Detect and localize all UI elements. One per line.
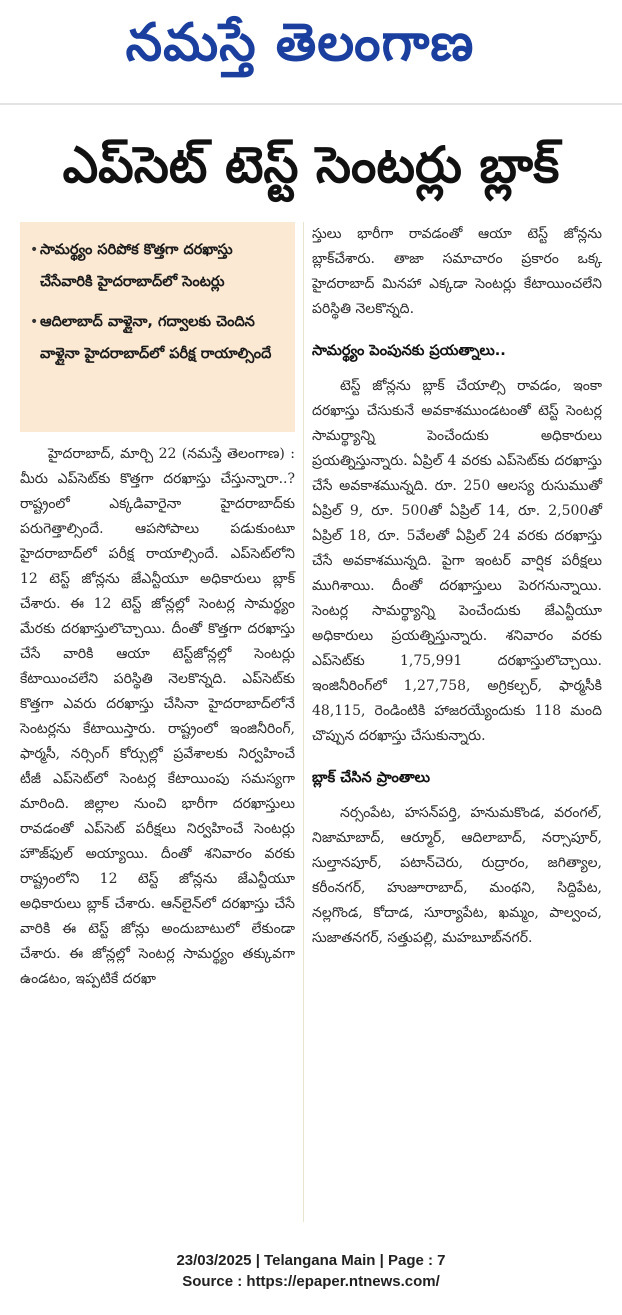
right-column-intro: స్తులు భారీగా రావడంతో ఆయా టెస్ట్ జోన్లను బ్లాక్‌చేశారు. తాజా సమాచారం ప్రకారం ఒక్క హైదరాబాద్ మినహా ఎక్కడా సెంటర్లు కేటాయించలేని పరిస్థితి నెలకొన్నది. xyxy=(312,226,602,317)
highlight-item xyxy=(30,306,283,370)
highlight-item xyxy=(30,234,283,298)
left-column xyxy=(20,222,295,992)
column-divider xyxy=(303,222,304,1222)
left-column-text: హైదరాబాద్, మార్చి 22 (నమస్తే తెలంగాణ) : మీరు ఎప్‌సెట్‌కు కొత్తగా దరఖాస్తు చేస్తున్నారా..? రాష్ట్రంలో ఎక్కడివారైనా హైదరాబాద్‌కు పరుగెత్తాల్సిందే. ఆపసోపాలు పడుకుంటూ హైదరాబాద్‌లో పరీక్ష రాయాల్సిందే. ఎప్‌సెట్‌లోని 12 టెస్ట్ జోన్లను జేఎన్టీయూ అధికారులు బ్లాక్ చేశారు. ఈ 12 టెస్ట్ జోన్లల్లో సెంటర్ల సామర్థ్యం మేరకు దరఖాస్తులొచ్చాయి. దీంతో కొత్తగా దరఖాస్తు చేసే వారికి ఆయా టెస్ట్‌జోన్లల్లో సెంటర్లు కేటాయించలేని పరిస్థితి నెలకొన్నది. ఎప్‌సెట్‌కు కొత్తగా ఎవరు దరఖాస్తు చేసినా హైదరాబాద్‌లోనే సెంటర్లను కేటాయిస్తారు. రాష్ట్రంలో ఇంజినీరింగ్, ఫార్మసీ, నర్సింగ్ కోర్సుల్లో ప్రవేశాలకు నిర్వహించే టీజీ ఎప్‌సెట్‌లో సెంటర్ల కేటాయింపు సమస్యగా మారింది. జిల్లాల నుంచి భారీగా దరఖాస్తులు రావడంతో ఎప్‌సెట్ పరీక్షలు నిర్వహించే సెంటర్లు హౌజ్‌ఫుల్ అయ్యాయి. దీంతో శనివారం వరకు రాష్ట్రంలోని 12 టెస్ట్ జోన్లను జేఎన్టీయూ అధికారులు బ్లాక్ చేశారు. ఆన్‌లైన్‌లో దరఖాస్తు చేసే వారికి ఈ టెస్ట్ జోన్లు అందుబాటులో లేకుండా చేశారు. ఈ జోన్లల్లో సెంటర్ల సామర్థ్యం తక్కువగా ఉండటం, ఇప్పటికే దరఖా xyxy=(20,446,295,987)
footer-source: Source : https://epaper.ntnews.com/ xyxy=(182,1273,440,1290)
bullet-icon: • xyxy=(30,314,39,330)
blocked-areas-list: నర్సంపేట, హసన్‌పర్తి, హనుమకొండ, వరంగల్, నిజామాబాద్, ఆర్మూర్, ఆదిలాబాద్, నర్సాపూర్, సుల్తానపూర్, పటాన్‌చెరు, రుద్రారం, జగిత్యాల, కరీంనగర్, హుజూరాబాద్, మంథని, సిద్దిపేట, నల్లగొండ, కోదాడ, సూర్యాపేట, ఖమ్మం, పాల్వంచ, సుజాతనగర్, సత్తుపల్లి, మహబూబ్‌నగర్. xyxy=(312,805,602,946)
footer xyxy=(0,1250,622,1292)
article-headline: ఎప్‌సెట్ టెస్ట్ సెంటర్లు బ్లాక్ xyxy=(62,136,560,194)
right-column xyxy=(312,222,602,951)
capacity-section-text: టెస్ట్ జోన్లను బ్లాక్ చేయాల్సి రావడం, ఇంకా దరఖాస్తు చేసుకునే అవకాశముండటంతో టెస్ట్ సెంటర్ల సామర్థ్యాన్ని పెంచేందుకు అధికారులు ప్రయత్నిస్తున్నారు. ఏప్రిల్ 4 వరకు ఎప్‌సెట్‌కు దరఖాస్తు చేసే అవకాశమున్నది. రూ. 250 ఆలస్య రుసుముతో ఏప్రిల్ 9, రూ. 500తో ఏప్రిల్ 14, రూ. 2,500తో ఏప్రిల్ 18, రూ. 5వేలతో ఏప్రిల్ 24 వరకు దరఖాస్తు చేసే అవకాశమున్నది. పైగా ఇంటర్ వార్షిక పరీక్షలు ముగిశాయి. దీంతో దరఖాస్తులు పెరగనున్నాయి. సెంటర్ల సామర్థ్యాన్ని పెంచేందుకు జేఎన్టీయూ అధికారులు ప్రయత్నిస్తున్నారు. శనివారం వరకు ఎప్‌సెట్‌కు 1,75,991 దరఖాస్తులొచ్చాయి. ఇంజినీరింగ్‌లో 1,27,758, అగ్రికల్చర్, ఫార్మసీకి 48,115, రెండింటికి హాజరయ్యేందుకు 118 మంది చొప్పున దరఖాస్తు చేసుకున్నారు. xyxy=(312,378,602,744)
highlight-text: సామర్థ్యం సరిపోక కొత్తగా దరఖాస్తు చేసేవారికి హైదరాబాద్‌లో సెంటర్లు xyxy=(40,242,233,290)
highlight-text: ఆదిలాబాద్ వాళ్లైనా, గద్వాలకు చెందిన వాళ్లైనా హైదరాబాద్‌లో పరీక్ష రాయాల్సిందే xyxy=(40,314,272,362)
newspaper-logo: నమస్తే తెలంగాణ xyxy=(125,13,475,73)
article-body xyxy=(20,222,602,1242)
highlights-box xyxy=(20,222,295,432)
footer-date-edition: 23/03/2025 | Telangana Main | Page : 7 xyxy=(176,1252,446,1269)
masthead-divider xyxy=(0,103,622,105)
bullet-icon: • xyxy=(30,242,39,258)
subheading-blocked-areas: బ్లాక్ చేసిన ప్రాంతాలు xyxy=(312,770,430,786)
masthead xyxy=(0,0,622,100)
subheading-capacity: సామర్థ్యం పెంపునకు ప్రయత్నాలు.. xyxy=(312,343,506,359)
